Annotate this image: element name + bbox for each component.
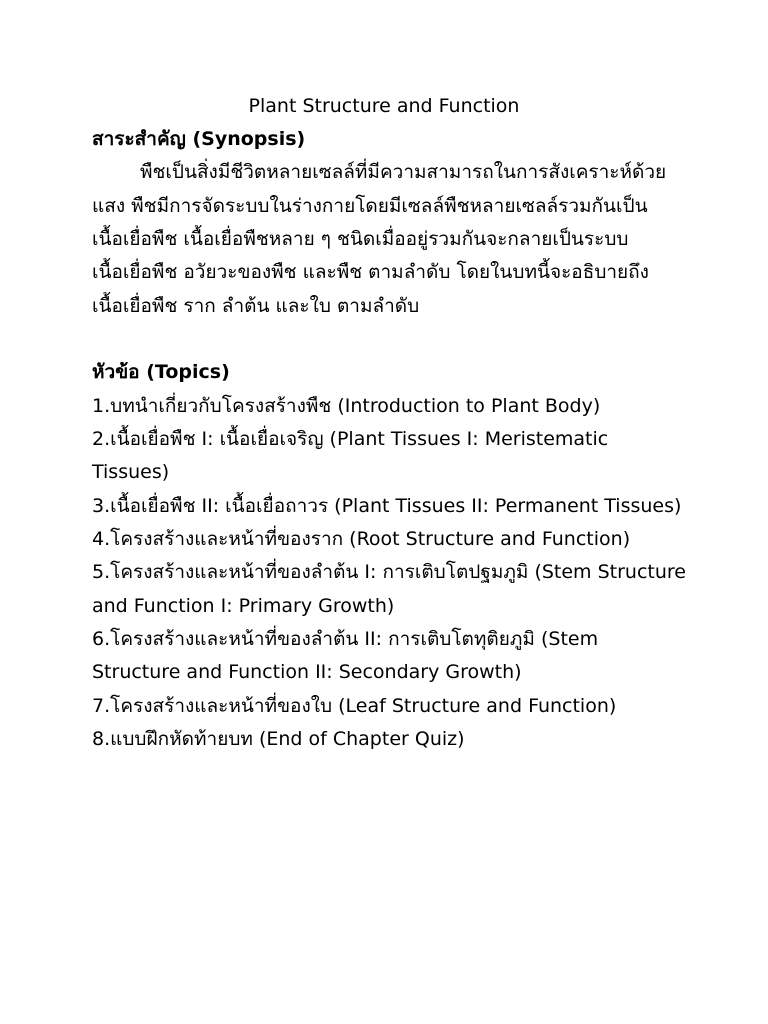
topic-line: 5.โครงสร้างและหน้าที่ของลำต้น I: การเติบโตปฐมภูมิ (Stem Structure — [92, 561, 686, 583]
topic-line: 4.โครงสร้างและหน้าที่ของราก (Root Structure and Function) — [92, 528, 631, 550]
document-title: Plant Structure and Function — [248, 95, 520, 117]
topic-line: 3.เนื้อเยื่อพืช II: เนื้อเยื่อถาวร (Plant Tissues II: Permanent Tissues) — [92, 495, 682, 517]
synopsis-line: พืชเป็นสิ่งมีชีวิตหลายเซลล์ที่มีความสามารถในการสังเคราะห์ด้วย — [140, 161, 667, 183]
topic-line: 6.โครงสร้างและหน้าที่ของลำต้น II: การเติบโตทุติยภูมิ (Stem — [92, 628, 599, 650]
topic-line: 7.โครงสร้างและหน้าที่ของใบ (Leaf Structure and Function) — [92, 695, 617, 717]
topic-line: 8.แบบฝึกหัดท้ายบท (End of Chapter Quiz) — [92, 728, 465, 750]
synopsis-line: เนื้อเยื่อพืช เนื้อเยื่อพืชหลาย ๆ ชนิดเมื่ออยู่รวมกันจะกลายเป็นระบบ — [92, 228, 629, 250]
topic-line: and Function I: Primary Growth) — [92, 595, 395, 617]
topic-line: 1.บทนำเกี่ยวกับโครงสร้างพืช (Introduction to Plant Body) — [92, 395, 601, 417]
topics-heading: หัวข้อ (Topics) — [92, 361, 230, 383]
synopsis-line: แสง พืชมีการจัดระบบในร่างกายโดยมีเซลล์พืชหลายเซลล์รวมกันเป็น — [92, 195, 648, 217]
topic-line: Tissues) — [92, 461, 170, 483]
topic-line: Structure and Function II: Secondary Growth) — [92, 661, 522, 683]
topic-line: 2.เนื้อเยื่อพืช I: เนื้อเยื่อเจริญ (Plant Tissues I: Meristematic — [92, 428, 609, 450]
synopsis-heading: สาระสำคัญ (Synopsis) — [92, 128, 306, 150]
synopsis-line: เนื้อเยื่อพืช อวัยวะของพืช และพืช ตามลำดับ โดยในบทนี้จะอธิบายถึง — [92, 261, 649, 283]
synopsis-line: เนื้อเยื่อพืช ราก ลำต้น และใบ ตามลำดับ — [92, 295, 420, 317]
